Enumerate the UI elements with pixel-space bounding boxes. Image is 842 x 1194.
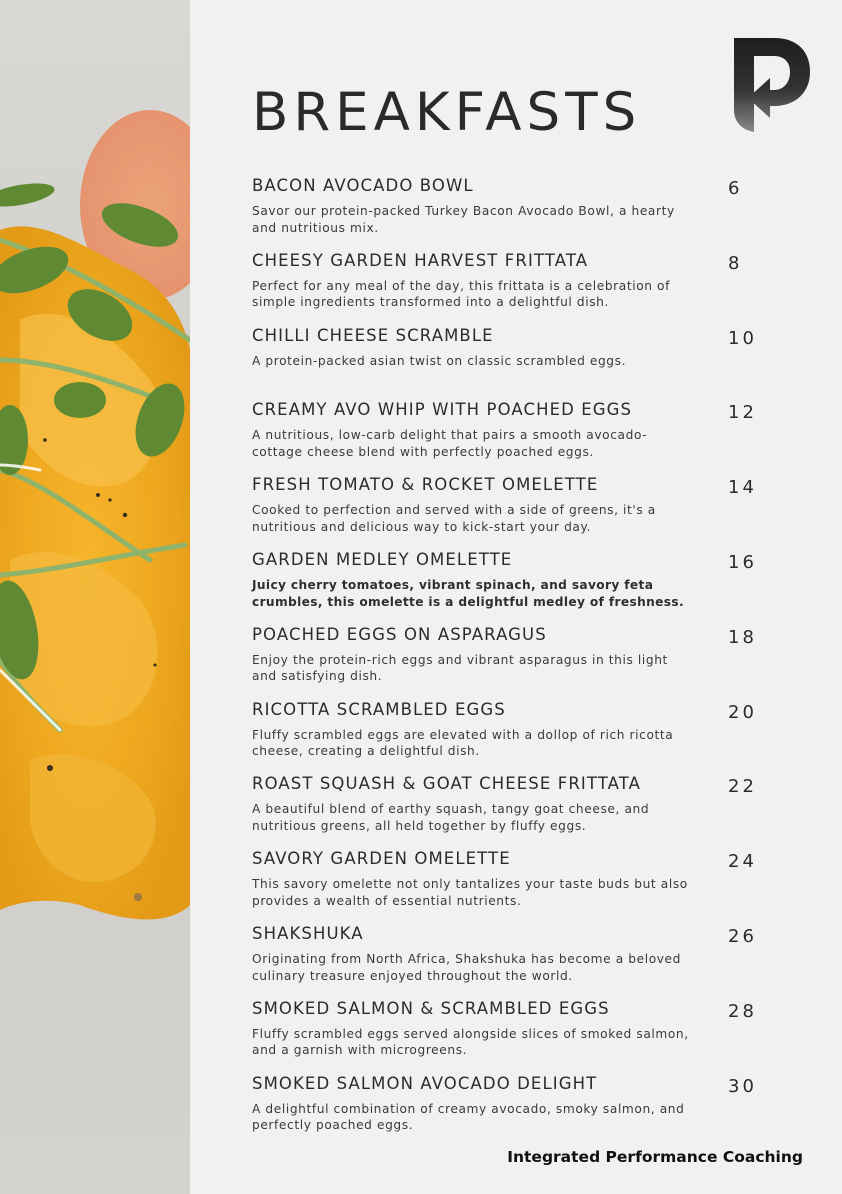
recipe-description: Fluffy scrambled eggs served alongside slices of smoked salmon, and a garnish with microgreens.: [252, 1026, 689, 1058]
recipe-name: FRESH TOMATO & ROCKET OMELETTE: [252, 475, 599, 495]
footer-brand-text: Integrated Performance Coaching: [507, 1148, 803, 1166]
recipe-page-number: 14: [728, 477, 757, 499]
page-title: BREAKFASTS: [252, 82, 642, 143]
scrambled-eggs-photo: [0, 0, 190, 1194]
recipe-description: Cooked to perfection and served with a side of greens, it's a nutritious and delicious way to kick-start your day.: [252, 503, 656, 534]
recipe-list-item[interactable]: [252, 323, 772, 398]
recipe-description: This savory omelette not only tantalizes your taste buds but also provides a wealth of essential nutrients.: [252, 877, 688, 908]
recipe-list-item[interactable]: [252, 472, 772, 547]
arrow-p-logo-icon: [730, 34, 812, 134]
recipe-description: Fluffy scrambled eggs are elevated with a dollop of rich ricotta cheese, creating a delightful dish.: [252, 727, 674, 759]
recipe-list-item[interactable]: [252, 697, 772, 772]
recipe-list-item[interactable]: [252, 397, 772, 472]
recipe-page-number: 22: [728, 776, 757, 798]
recipe-page-number: 18: [728, 626, 757, 648]
recipe-name: SMOKED SALMON & SCRAMBLED EGGS: [252, 998, 610, 1018]
recipe-description: Savor our protein-packed Turkey Bacon Avocado Bowl, a hearty and nutritious mix.: [252, 204, 675, 235]
recipe-description: Enjoy the protein-rich eggs and vibrant asparagus in this light and satisfying dish.: [252, 652, 668, 684]
recipe-page-number: 30: [728, 1075, 757, 1097]
recipe-page-number: 8: [728, 252, 743, 274]
scrambled-eggs-with-microgreens-image: [0, 0, 190, 1194]
recipe-name: BACON AVOCADO BOWL: [252, 176, 474, 195]
recipe-description: A nutritious, low-carb delight that pairs a smooth avocado-cottage cheese blend with perfectly poached eggs.: [252, 428, 648, 459]
recipe-list-item[interactable]: [252, 846, 772, 921]
recipe-name: SAVORY GARDEN OMELETTE: [252, 849, 511, 869]
recipe-list-item[interactable]: [252, 771, 772, 846]
recipe-list-item[interactable]: [252, 622, 772, 697]
recipe-description: A protein-packed asian twist on classic scrambled eggs.: [252, 353, 627, 368]
recipe-description: A delightful combination of creamy avocado, smoky salmon, and perfectly poached eggs.: [252, 1101, 685, 1133]
recipe-list-item[interactable]: [252, 1071, 772, 1146]
recipe-page-number: 16: [728, 551, 757, 573]
recipe-page-number: 20: [728, 701, 757, 723]
recipe-list-item[interactable]: [252, 996, 772, 1071]
recipe-list-item[interactable]: [252, 547, 772, 622]
recipe-list-item[interactable]: [252, 921, 772, 996]
recipe-page-number: 28: [728, 1000, 757, 1022]
recipe-name: SHAKSHUKA: [252, 923, 364, 943]
recipe-description: Perfect for any meal of the day, this frittata is a celebration of simple ingredients transformed into a delightful dish.: [252, 278, 671, 310]
recipe-page-number: 26: [728, 925, 757, 947]
recipe-page-number: 10: [728, 327, 757, 349]
recipe-list-item[interactable]: [252, 248, 772, 323]
recipe-name: ROAST SQUASH & GOAT CHEESE FRITTATA: [252, 774, 642, 794]
recipe-name: RICOTTA SCRAMBLED EGGS: [252, 699, 506, 719]
recipe-name: POACHED EGGS ON ASPARAGUS: [252, 624, 547, 644]
recipe-name: CHILLI CHEESE SCRAMBLE: [252, 325, 494, 345]
recipe-name: GARDEN MEDLEY OMELETTE: [252, 549, 513, 569]
recipe-description: Originating from North Africa, Shakshuka has become a beloved culinary treasure enjoyed throughout the world.: [252, 951, 681, 983]
recipe-description: A beautiful blend of earthy squash, tangy goat cheese, and nutritious greens, all held together by fluffy eggs.: [252, 802, 650, 833]
recipe-name: SMOKED SALMON AVOCADO DELIGHT: [252, 1073, 598, 1093]
recipe-index-list: [252, 173, 772, 1145]
recipe-list-item[interactable]: [252, 173, 772, 248]
recipe-description: Juicy cherry tomatoes, vibrant spinach, and savory feta crumbles, this omelette is a delightful medley of freshness.: [252, 577, 684, 609]
recipe-name: CREAMY AVO WHIP WITH POACHED EGGS: [252, 400, 633, 420]
recipe-name: CHEESY GARDEN HARVEST FRITTATA: [252, 250, 589, 270]
recipe-page-number: 6: [728, 178, 743, 199]
recipe-page-number: 12: [728, 402, 757, 424]
recipe-page-number: 24: [728, 851, 757, 873]
